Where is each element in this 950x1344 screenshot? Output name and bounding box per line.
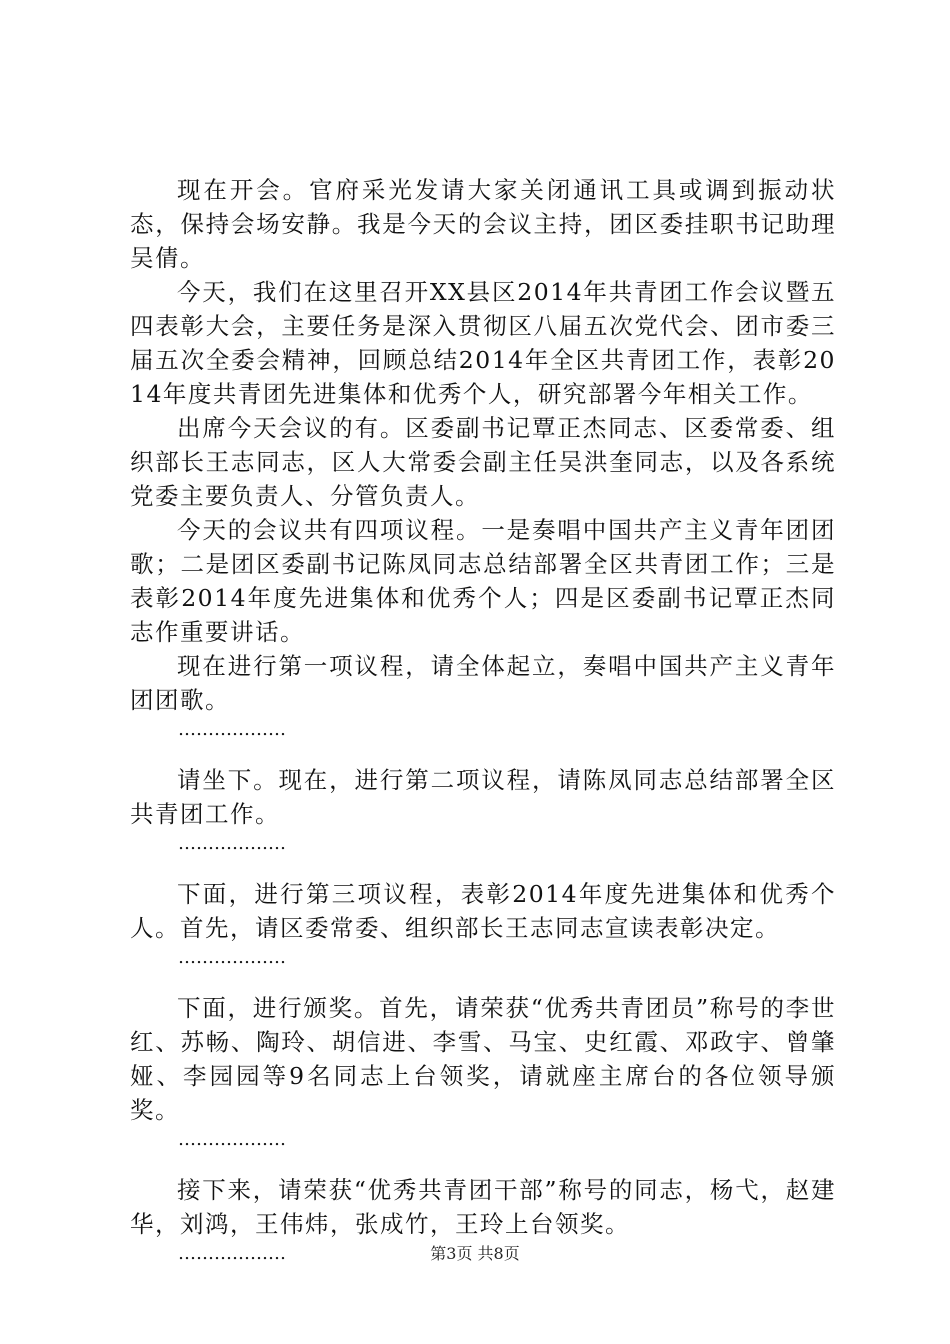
paragraph-agenda-item-2: 请坐下。现在，进行第二项议程，请陈凤同志总结部署全区共青团工作。	[130, 766, 836, 828]
paragraph-award-members: 下面，进行颁奖。首先，请荣获“优秀共青团员”称号的李世红、苏畅、陶玲、胡信进、李雪、马宝、史红霞、邓政宇、曾肇娅、李园园等9名同志上台领奖，请就座主席台的各位领导颁奖。	[130, 994, 836, 1124]
page-footer: 第3页 共8页	[430, 1244, 520, 1263]
ellipsis-separator: ………………	[178, 719, 286, 740]
paragraph-opening: 现在开会。官府采光发请大家关闭通讯工具或调到振动状态，保持会场安静。我是今天的会议主持，团区委挂职书记助理吴倩。	[130, 176, 836, 272]
ellipsis-separator: ………………	[178, 833, 286, 854]
paragraph-attendees: 出席今天会议的有。区委副书记覃正杰同志、区委常委、组织部长王志同志，区人大常委会副主任吴洪奎同志，以及各系统党委主要负责人、分管负责人。	[130, 414, 836, 510]
paragraph-meeting-purpose: 今天，我们在这里召开XX县区2014年共青团工作会议暨五四表彰大会，主要任务是深入贯彻区八届五次党代会、团市委三届五次全委会精神，回顾总结2014年全区共青团工作，表彰2014年度共青团先进集体和优秀个人，研究部署今年相关工作。	[130, 278, 836, 408]
ellipsis-separator: ………………	[178, 1129, 286, 1150]
document-body	[130, 173, 836, 1287]
paragraph-award-cadres: 接下来，请荣获“优秀共青团干部”称号的同志，杨弋，赵建华，刘鸿，王伟炜，张成竹，王玲上台领奖。	[130, 1176, 836, 1238]
paragraph-agenda-item-1: 现在进行第一项议程，请全体起立，奏唱中国共产主义青年团团歌。	[130, 652, 836, 714]
paragraph-agenda-item-3: 下面，进行第三项议程，表彰2014年度先进集体和优秀个人。首先，请区委常委、组织部长王志同志宣读表彰决定。	[130, 880, 836, 942]
ellipsis-separator: ………………	[178, 947, 286, 968]
ellipsis-separator: ………………	[178, 1243, 286, 1264]
paragraph-agenda: 今天的会议共有四项议程。一是奏唱中国共产主义青年团团歌；二是团区委副书记陈凤同志总结部署全区共青团工作；三是表彰2014年度先进集体和优秀个人；四是区委副书记覃正杰同志作重要讲话。	[130, 516, 836, 646]
